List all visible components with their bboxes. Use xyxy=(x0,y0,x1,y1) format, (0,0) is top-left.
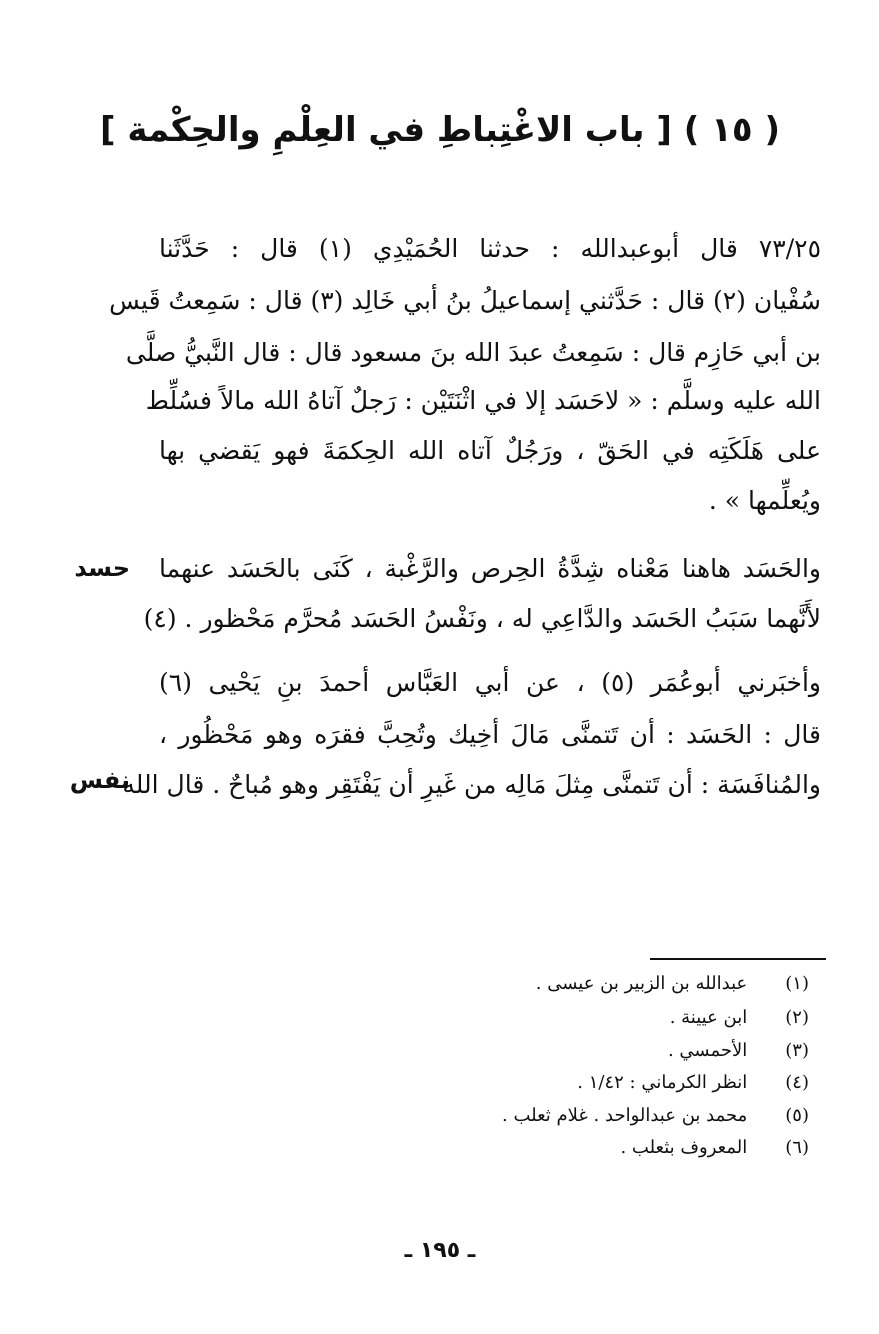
footnote xyxy=(389,1132,809,1164)
footnote xyxy=(389,1067,809,1099)
footnote-text: ابن عيينة . xyxy=(669,1007,748,1028)
body-line: بن أبي حَازِم قال : سَمِعتُ عبدَ الله بنَ مسعود قال : قال النَّبيُّ صلَّى xyxy=(125,338,821,367)
footnote-text: المعروف بثعلب . xyxy=(620,1137,748,1158)
footnote-number: (٥) xyxy=(785,1105,809,1126)
footnote-text: محمد بن عبدالواحد . غلام ثعلب . xyxy=(502,1105,748,1126)
body-line: والحَسَد هاهنا مَعْناه شِدَّةُ الحِرص والرَّغْبة ، كَنَى بالحَسَد عنهما xyxy=(159,554,821,583)
body-line: لأَنَّهما سَبَبُ الحَسَد والدَّاعِي له ، ونَفْسُ الحَسَد مُحرَّم مَحْظور . (٤) xyxy=(143,604,821,633)
body-line: قال : الحَسَد : أن تَتمنَّى مَالَ أخِيك وتُحِبَّ فقرَه وهو مَحْظُور ، xyxy=(159,720,821,749)
footnote-text: انظر الكرماني : ١/٤٢ . xyxy=(577,1072,748,1093)
footnote xyxy=(389,1100,809,1132)
page-number: ـ ١٩٥ ـ xyxy=(404,1238,476,1263)
chapter-title: ( ١٥ ) [ باب الاغْتِباطِ في العِلْمِ والحِكْمة ] xyxy=(99,110,780,150)
footnote-text: عبدالله بن الزبير بن عيسى . xyxy=(535,973,748,994)
body-line: وأخبَرني أبوعُمَر (٥) ، عن أبي العَبَّاس أحمدَ بنِ يَحْيى (٦) xyxy=(159,668,821,697)
footnote-text: الأحمسي . xyxy=(667,1040,748,1061)
footnote-separator xyxy=(650,958,826,960)
margin-keyword: نفس xyxy=(69,766,130,794)
margin-keyword: حسد xyxy=(74,554,130,582)
footnote xyxy=(389,1035,809,1067)
footnote-number: (٤) xyxy=(785,1072,809,1093)
body-line: ٧٣/٢٥ قال أبوعبدالله : حدثنا الحُمَيْدِي (١) قال : حَدَّثَنا xyxy=(159,234,821,263)
footnote-number: (٣) xyxy=(785,1040,809,1061)
body-line: والمُنافَسَة : أن تَتمنَّى مِثلَ مَالِه من غَيرِ أن يَفْتَقِر وهو مُباحٌ . قال الله xyxy=(122,770,821,799)
footnote-number: (٢) xyxy=(785,1007,809,1028)
body-line: الله عليه وسلَّم : « لاحَسَد إلا في اثْنَتَيْن : رَجلٌ آتاهُ الله مالاً فسُلِّط xyxy=(145,386,821,415)
footnote-number: (١) xyxy=(785,973,809,994)
body-line: سُفْيان (٢) قال : حَدَّثني إسماعيلُ بنُ أبي خَالِد (٣) قال : سَمِعتُ قَيس xyxy=(109,286,821,315)
footnote xyxy=(389,968,809,1000)
body-line: على هَلَكَتِه في الحَقّ ، ورَجُلٌ آتاه الله الحِكمَةَ فهو يَقضي بها xyxy=(159,436,821,465)
body-line: ويُعلِّمها » . xyxy=(708,486,821,515)
footnote xyxy=(389,1002,809,1034)
footnote-number: (٦) xyxy=(785,1137,809,1158)
